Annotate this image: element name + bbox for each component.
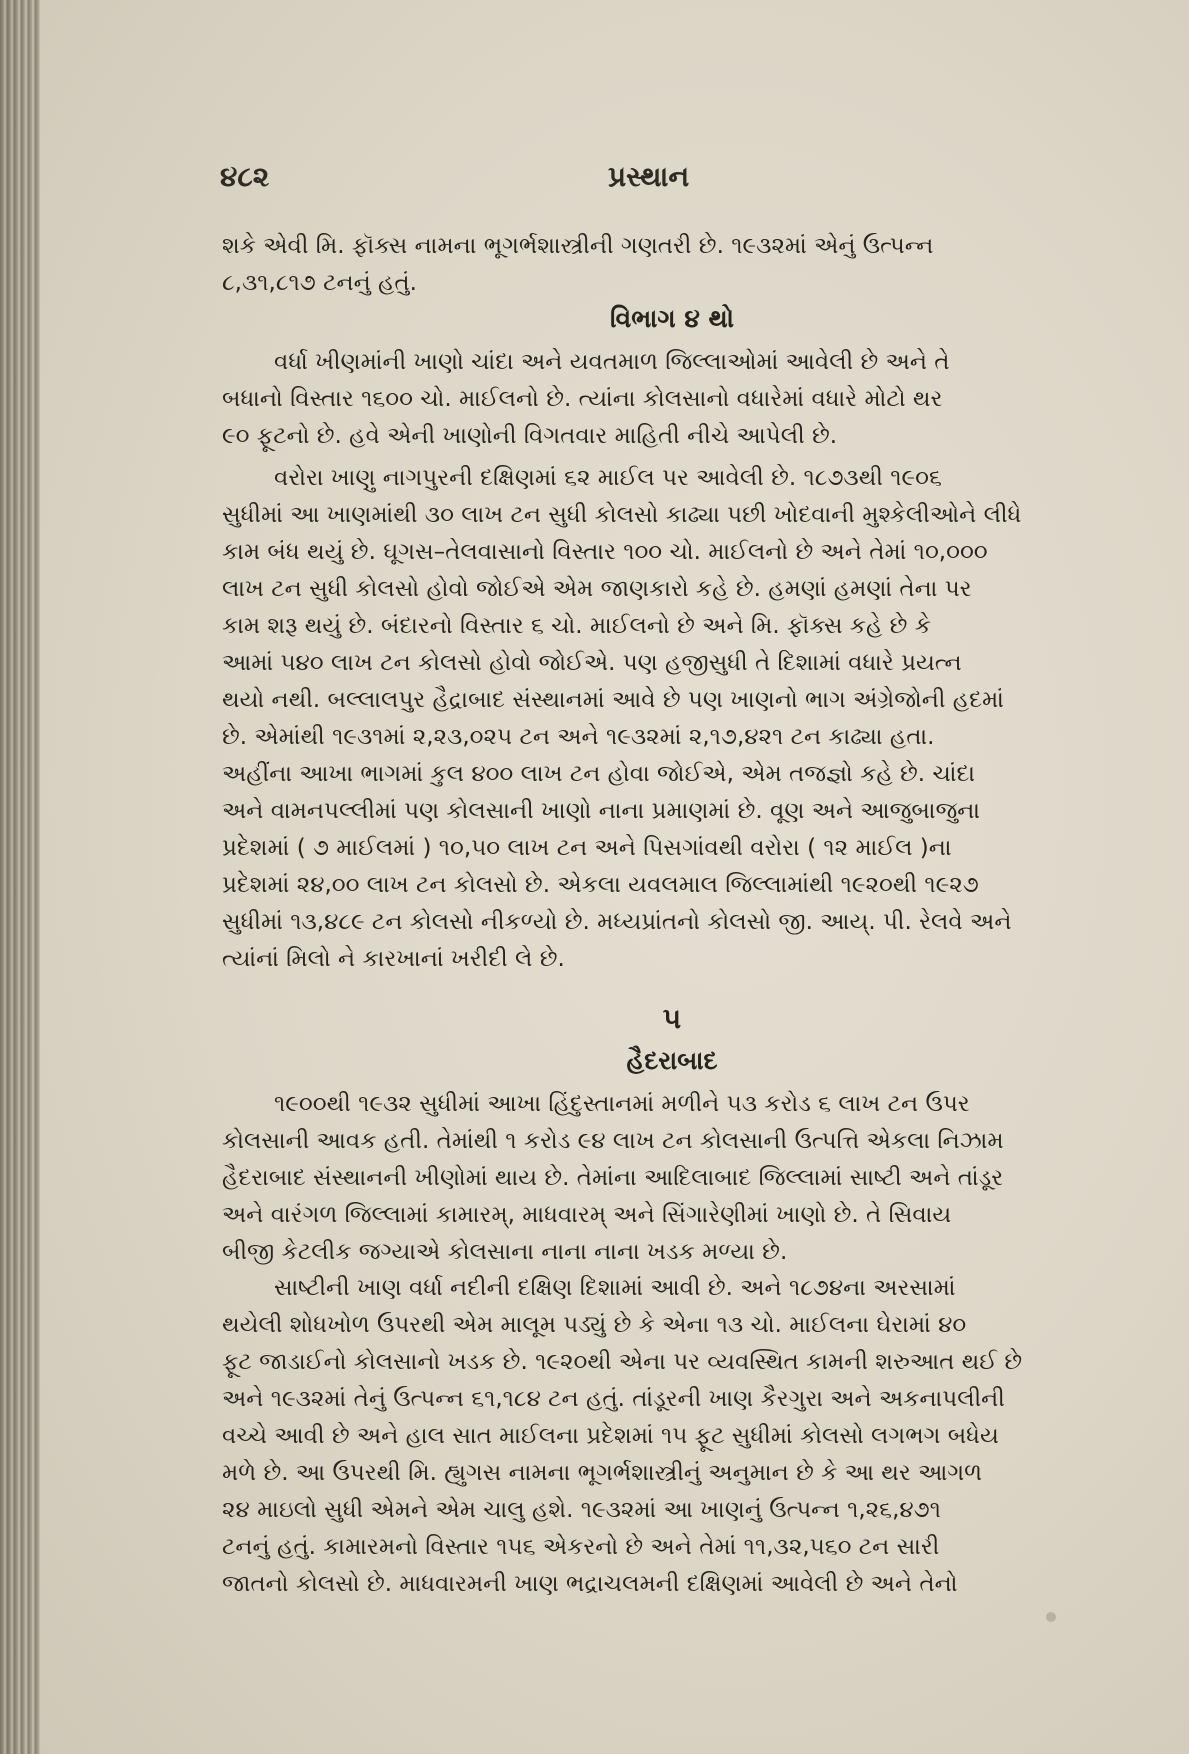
text-line: અને ૧૯૩૨માં તેનું ઉત્પન્ન ૬૧,૧૮૪ ટન હતું. તાંડૂરની ખાણ કૈરગુરા અને અકનાપલીની <box>222 1386 1005 1412</box>
text-line: બધાનો વિસ્તાર ૧૬૦૦ ચો. માઈલનો છે. ત્યાંના કોલસાનો વધારેમાં વધારે મોટો થર <box>222 386 943 412</box>
section-heading-4: વિભાગ ૪ થો <box>610 304 734 333</box>
text-line: ૮,૩૧,૮૧૭ ટનનું હતું. <box>222 270 417 296</box>
text-line: ૯૦ ફૂટનો છે. હવે એની ખાણોની વિગતવાર માહિતી નીચે આપેલી છે. <box>222 423 838 449</box>
text-line: વર્ધા ખીણમાંની ખાણો ચાંદા અને યવતમાળ જિલ્લાઓમાં આવેલી છે અને તે <box>274 349 950 375</box>
text-line: થયો નથી. બલ્લાલપુર હૈદ્રાબાદ સંસ્થાનમાં આવે છે પણ ખાણનો ભાગ અંગ્રેજોની હદમાં <box>222 687 1004 713</box>
text-line: વચ્ચે આવી છે અને હાલ સાત માઈલના પ્રદેશમાં ૧૫ ફૂટ સુધીમાં કોલસો લગભગ બધેય <box>222 1423 999 1449</box>
page-number: ૪૮૨ <box>220 160 270 193</box>
section5-paragraph-2 <box>222 1270 1122 1603</box>
text-line: થયેલી શોધખોળ ઉપરથી એમ માલૂમ પડ્યું છે કે એના ૧૩ ચો. માઈલના ઘેરામાં ૪૦ <box>222 1312 967 1338</box>
continuation-paragraph <box>222 228 1122 302</box>
text-line: સાષ્ટીની ખાણ વર્ધા નદીની દક્ષિણ દિશામાં આવી છે. અને ૧૮૭૪ના અરસામાં <box>274 1275 956 1301</box>
text-line: સુધીમાં ૧૩,૪૮૯ ટન કોલસો નીકળ્યો છે. મધ્યપ્રાંતનો કોલસો જી. આય્. પી. રેલવે અને <box>222 909 1012 935</box>
paper-smudge <box>1046 1612 1056 1622</box>
text-line: ૨૪ માઇલો સુધી એમને એમ ચાલુ હશે. ૧૯૩૨માં આ ખાણનું ઉત્પન્ન ૧,૨૬,૪૭૧ <box>222 1497 941 1523</box>
text-line: છે. એમાંથી ૧૯૩૧માં ૨,૨૩,૦૨૫ ટન અને ૧૯૩૨માં ૨,૧૭,૪૨૧ ટન કાઢ્યા હતા. <box>222 724 935 750</box>
text-line: ત્યાંનાં મિલો ને કારખાનાં ખરીદી લે છે. <box>222 946 565 972</box>
section-heading-5: હૈદરાબાદ <box>626 1046 718 1075</box>
text-line: ૧૯૦૦થી ૧૯૩૨ સુધીમાં આખા હિંદુસ્તાનમાં મળીને ૫૩ કરોડ ૬ લાખ ટન ઉપર <box>274 1091 970 1117</box>
text-line: હૈદરાબાદ સંસ્થાનની ખીણોમાં થાય છે. તેમાંના આદિલાબાદ જિલ્લામાં સાષ્ટી અને તાંડૂર <box>222 1165 1004 1191</box>
text-line: અને વારંગળ જિલ્લામાં કામારમ્, માધવારમ્ અને સિંગારેણીમાં ખાણો છે. તે સિવાય <box>222 1202 952 1228</box>
page-header <box>220 160 1140 200</box>
text-line: શકે એવી મિ. ફૉક્સ નામના ભૂગર્ભશાસ્ત્રીની ગણતરી છે. ૧૯૩૨માં એનું ઉત્પન્ન <box>222 233 934 259</box>
text-line: ટનનું હતું. કામારમનો વિસ્તાર ૧૫૬ એકરનો છે અને તેમાં ૧૧,૩૨,૫૬૦ ટન સારી <box>222 1534 940 1560</box>
text-line: જાતનો કોલસો છે. માધવારમની ખાણ ભદ્રાચલમની દક્ષિણમાં આવેલી છે અને તેનો <box>222 1571 958 1597</box>
running-title: પ્રસ્થાન <box>608 160 690 193</box>
section5-paragraph-1 <box>222 1086 1122 1271</box>
section-number-5: ૫ <box>662 1002 682 1035</box>
text-line: અને વામનપલ્લીમાં પણ કોલસાની ખાણો નાના પ્રમાણમાં છે. વૂણ અને આજુબાજુના <box>222 798 981 824</box>
text-line: વરોરા ખાણુ નાગપુરની દક્ષિણમાં ૬૨ માઈલ પર આવેલી છે. ૧૮૭૩થી ૧૯૦૬ <box>274 465 942 491</box>
section4-paragraph-1 <box>222 344 1122 455</box>
text-line: આમાં ૫૪૦ લાખ ટન કોલસો હોવો જોઈએ. પણ હજીસુધી તે દિશામાં વધારે પ્રયત્ન <box>222 650 962 676</box>
section4-paragraph-2 <box>222 460 1122 978</box>
text-line: અહીંના આખા ભાગમાં કુલ ૪૦૦ લાખ ટન હોવા જોઈએ, એમ તજજ્ઞો કહે છે. ચાંદા <box>222 761 975 787</box>
text-line: કોલસાની આવક હતી. તેમાંથી ૧ કરોડ ૯૪ લાખ ટન કોલસાની ઉત્પત્તિ એકલા નિઝામ <box>222 1128 1004 1154</box>
text-line: સુધીમાં આ ખાણમાંથી ૩૦ લાખ ટન સુધી કોલસો કાઢ્યા પછી ખોદવાની મુશ્કેલીઓને લીધે <box>222 502 1022 528</box>
text-line: મળે છે. આ ઉપરથી મિ. હ્યુગસ નામના ભૂગર્ભશાસ્ત્રીનું અનુમાન છે કે આ થર આગળ <box>222 1460 983 1486</box>
text-line: પ્રદેશમાં ( ૭ માઈલમાં ) ૧૦,૫૦ લાખ ટન અને પિસગાંવથી વરોરા ( ૧૨ માઈલ )ના <box>222 835 952 861</box>
text-line: કામ શરૂ થયું છે. બંદારનો વિસ્તાર ૬ ચો. માઈલનો છે અને મિ. ફૉક્સ કહે છે કે <box>222 613 931 639</box>
text-line: ફૂટ જાડાઈનો કોલસાનો ખડક છે. ૧૯૨૦થી એના પર વ્યવસ્થિત કામની શરુઆત થઈ છે <box>222 1349 1023 1375</box>
text-line: લાખ ટન સુધી કોલસો હોવો જોઈએ એમ જાણકારો કહે છે. હમણાં હમણાં તેના પર <box>222 576 972 602</box>
text-line: પ્રદેશમાં ૨૪,૦૦ લાખ ટન કોલસો છે. એકલા યવલમાલ જિલ્લામાંથી ૧૯૨૦થી ૧૯૨૭ <box>222 872 979 898</box>
text-line: કામ બંધ થયું છે. ઘૂગસ–તેલવાસાનો વિસ્તાર ૧૦૦ ચો. માઈલનો છે અને તેમાં ૧૦,૦૦૦ <box>222 539 988 565</box>
book-spine <box>0 0 40 1754</box>
text-line: બીજી કેટલીક જગ્યાએ કોલસાના નાના નાના ખડક મળ્યા છે. <box>222 1239 788 1265</box>
